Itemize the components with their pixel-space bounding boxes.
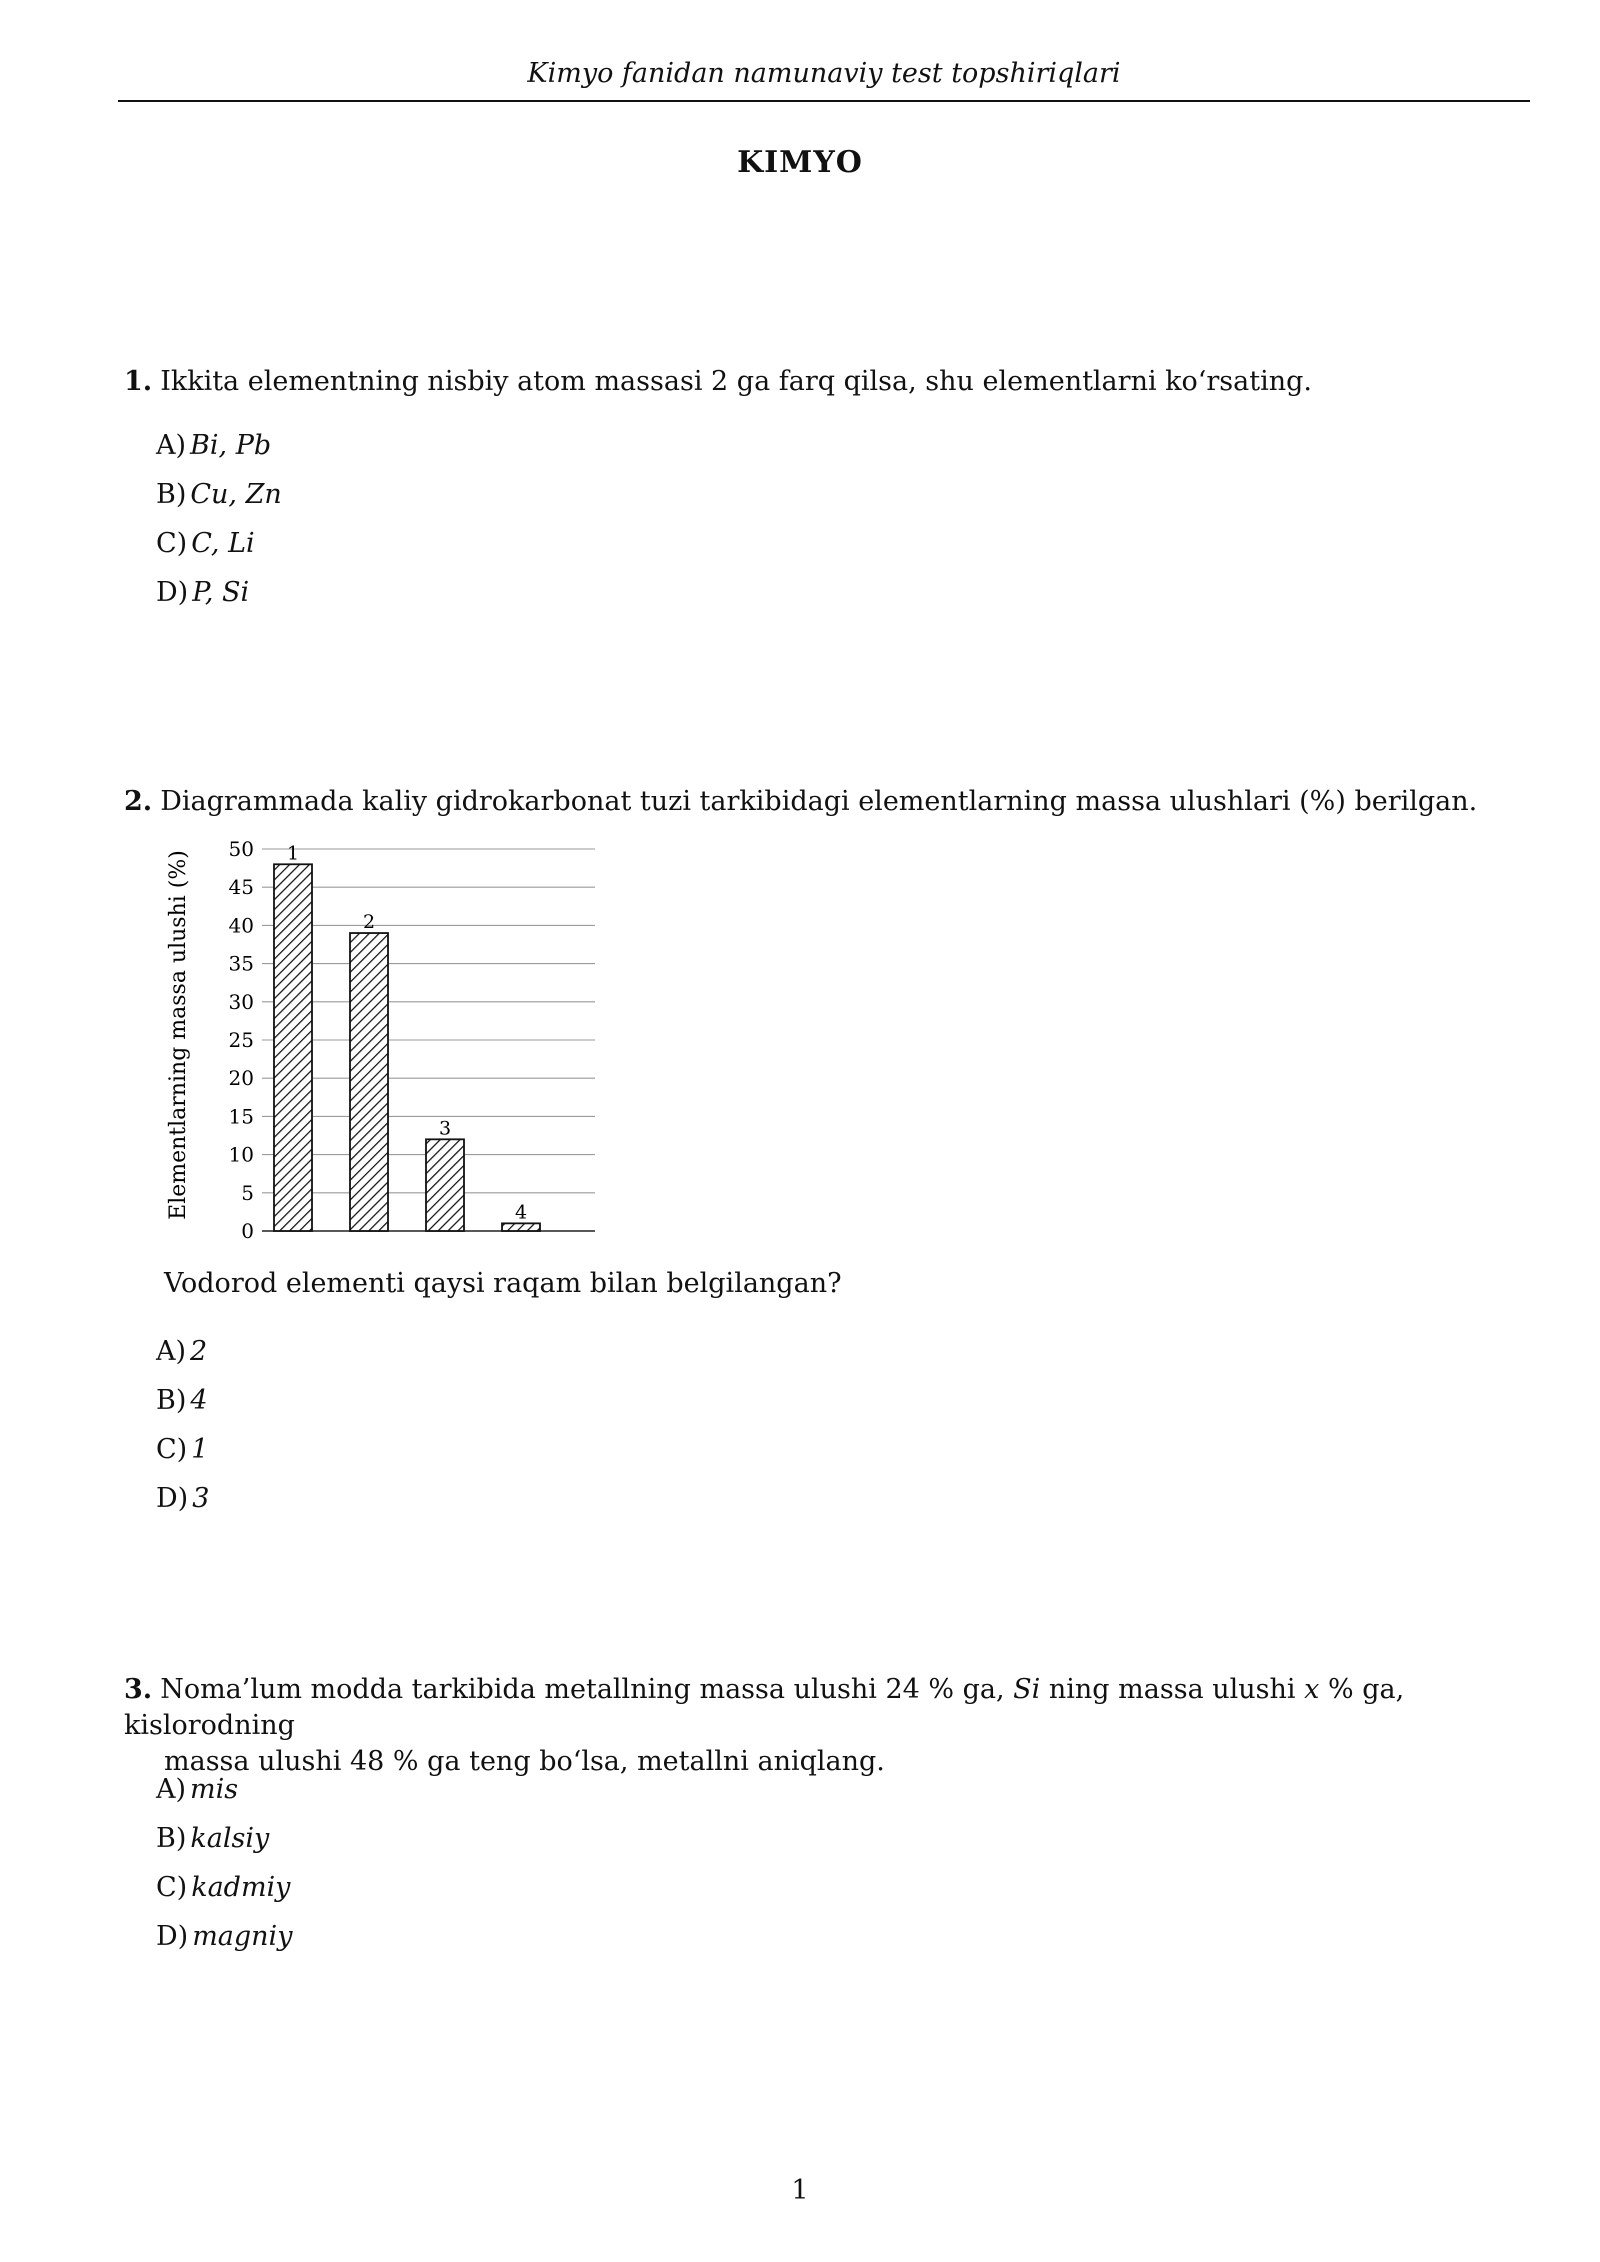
- question-number: 2.: [124, 786, 153, 817]
- option-value: 3: [192, 1483, 210, 1514]
- option-a[interactable]: [156, 1334, 209, 1383]
- y-tick-label: 45: [228, 875, 254, 900]
- option-d[interactable]: [156, 575, 282, 624]
- y-tick-label: 10: [228, 1142, 254, 1167]
- option-letter: D): [156, 1921, 189, 1952]
- question-text-symbol: Si: [1013, 1674, 1041, 1705]
- option-value: 2: [190, 1336, 208, 1367]
- question-text-part: Noma’lum modda tarkibida metallning massa ulushi 24 % ga,: [160, 1674, 1014, 1705]
- option-value: Bi, Pb: [190, 430, 272, 461]
- y-tick-label: 20: [228, 1066, 254, 1091]
- option-value: P, Si: [192, 577, 250, 608]
- option-value: 1: [191, 1434, 209, 1465]
- option-b[interactable]: [156, 1821, 292, 1870]
- bar-4: [502, 1223, 540, 1231]
- option-a[interactable]: [156, 428, 282, 477]
- y-tick-label: 35: [228, 951, 254, 976]
- question-1: [124, 364, 1524, 400]
- y-tick-label: 25: [228, 1028, 254, 1052]
- option-b[interactable]: [156, 477, 282, 526]
- bar-label: 4: [514, 1201, 528, 1224]
- option-d[interactable]: [156, 1481, 209, 1530]
- option-letter: A): [156, 1774, 187, 1805]
- option-letter: B): [156, 1385, 187, 1416]
- question-3: [124, 1672, 1524, 1780]
- y-tick-label: 15: [228, 1104, 254, 1129]
- option-value: 4: [190, 1385, 208, 1416]
- option-value: mis: [190, 1774, 239, 1805]
- bar-chart-svg: [150, 835, 610, 1255]
- question-text-part: % ga, kislorodning: [124, 1674, 1405, 1741]
- question-text-part: ning massa ulushi: [1040, 1674, 1305, 1705]
- question-text: Diagrammada kaliy gidrokarbonat tuzi tarkibidagi elementlarning massa ulushlari (%) berilgan.: [160, 786, 1478, 817]
- y-tick-label: 30: [228, 989, 254, 1014]
- option-b[interactable]: [156, 1383, 209, 1432]
- option-c[interactable]: [156, 1870, 292, 1919]
- y-axis-label: Elementlarning massa ulushi (%): [166, 850, 191, 1220]
- bar-label: 1: [286, 842, 300, 865]
- running-header: Kimyo fanidan namunaviy test topshiriqlari: [527, 58, 1121, 89]
- question-text-variable: x: [1304, 1674, 1320, 1705]
- bar-2: [350, 933, 388, 1231]
- question-1-options: [156, 428, 282, 624]
- question-number: 3.: [124, 1674, 153, 1705]
- option-value: magniy: [192, 1921, 293, 1952]
- page-title: KIMYO: [737, 145, 863, 180]
- option-a[interactable]: [156, 1772, 292, 1821]
- option-letter: B): [156, 479, 187, 510]
- bar-label: 3: [438, 1117, 452, 1140]
- question-number: 1.: [124, 366, 153, 397]
- y-tick-label: 0: [241, 1219, 254, 1243]
- bar-label: 2: [362, 911, 376, 934]
- option-letter: A): [156, 1336, 187, 1367]
- option-c[interactable]: [156, 1432, 209, 1481]
- question-3-options: [156, 1772, 292, 1968]
- question-2-options: [156, 1334, 209, 1530]
- option-value: kalsiy: [190, 1823, 270, 1854]
- option-value: C, Li: [191, 528, 255, 559]
- option-letter: D): [156, 577, 189, 608]
- option-letter: A): [156, 430, 187, 461]
- y-tick-label: 5: [241, 1180, 254, 1205]
- option-letter: D): [156, 1483, 189, 1514]
- y-tick-label: 50: [228, 837, 254, 861]
- y-tick-label: 40: [228, 913, 254, 938]
- bar-1: [274, 864, 312, 1231]
- question-2: [124, 784, 1524, 820]
- option-letter: B): [156, 1823, 187, 1854]
- bar-chart: [150, 835, 610, 1255]
- bar-3: [426, 1139, 464, 1231]
- question-text-part: massa ulushi 48 % ga teng bo‘lsa, metallni aniqlang.: [164, 1746, 885, 1777]
- option-letter: C): [156, 528, 188, 559]
- option-letter: C): [156, 1434, 188, 1465]
- option-d[interactable]: [156, 1919, 292, 1968]
- option-value: kadmiy: [191, 1872, 291, 1903]
- option-value: Cu, Zn: [190, 479, 282, 510]
- option-c[interactable]: [156, 526, 282, 575]
- question-2-subquestion: Vodorod elementi qaysi raqam bilan belgilangan?: [164, 1268, 842, 1299]
- question-text: Ikkita elementning nisbiy atom massasi 2 ga farq qilsa, shu elementlarni ko‘rsating.: [160, 366, 1312, 397]
- header-divider: [118, 100, 1530, 102]
- option-letter: C): [156, 1872, 188, 1903]
- page-number: 1: [791, 2175, 809, 2206]
